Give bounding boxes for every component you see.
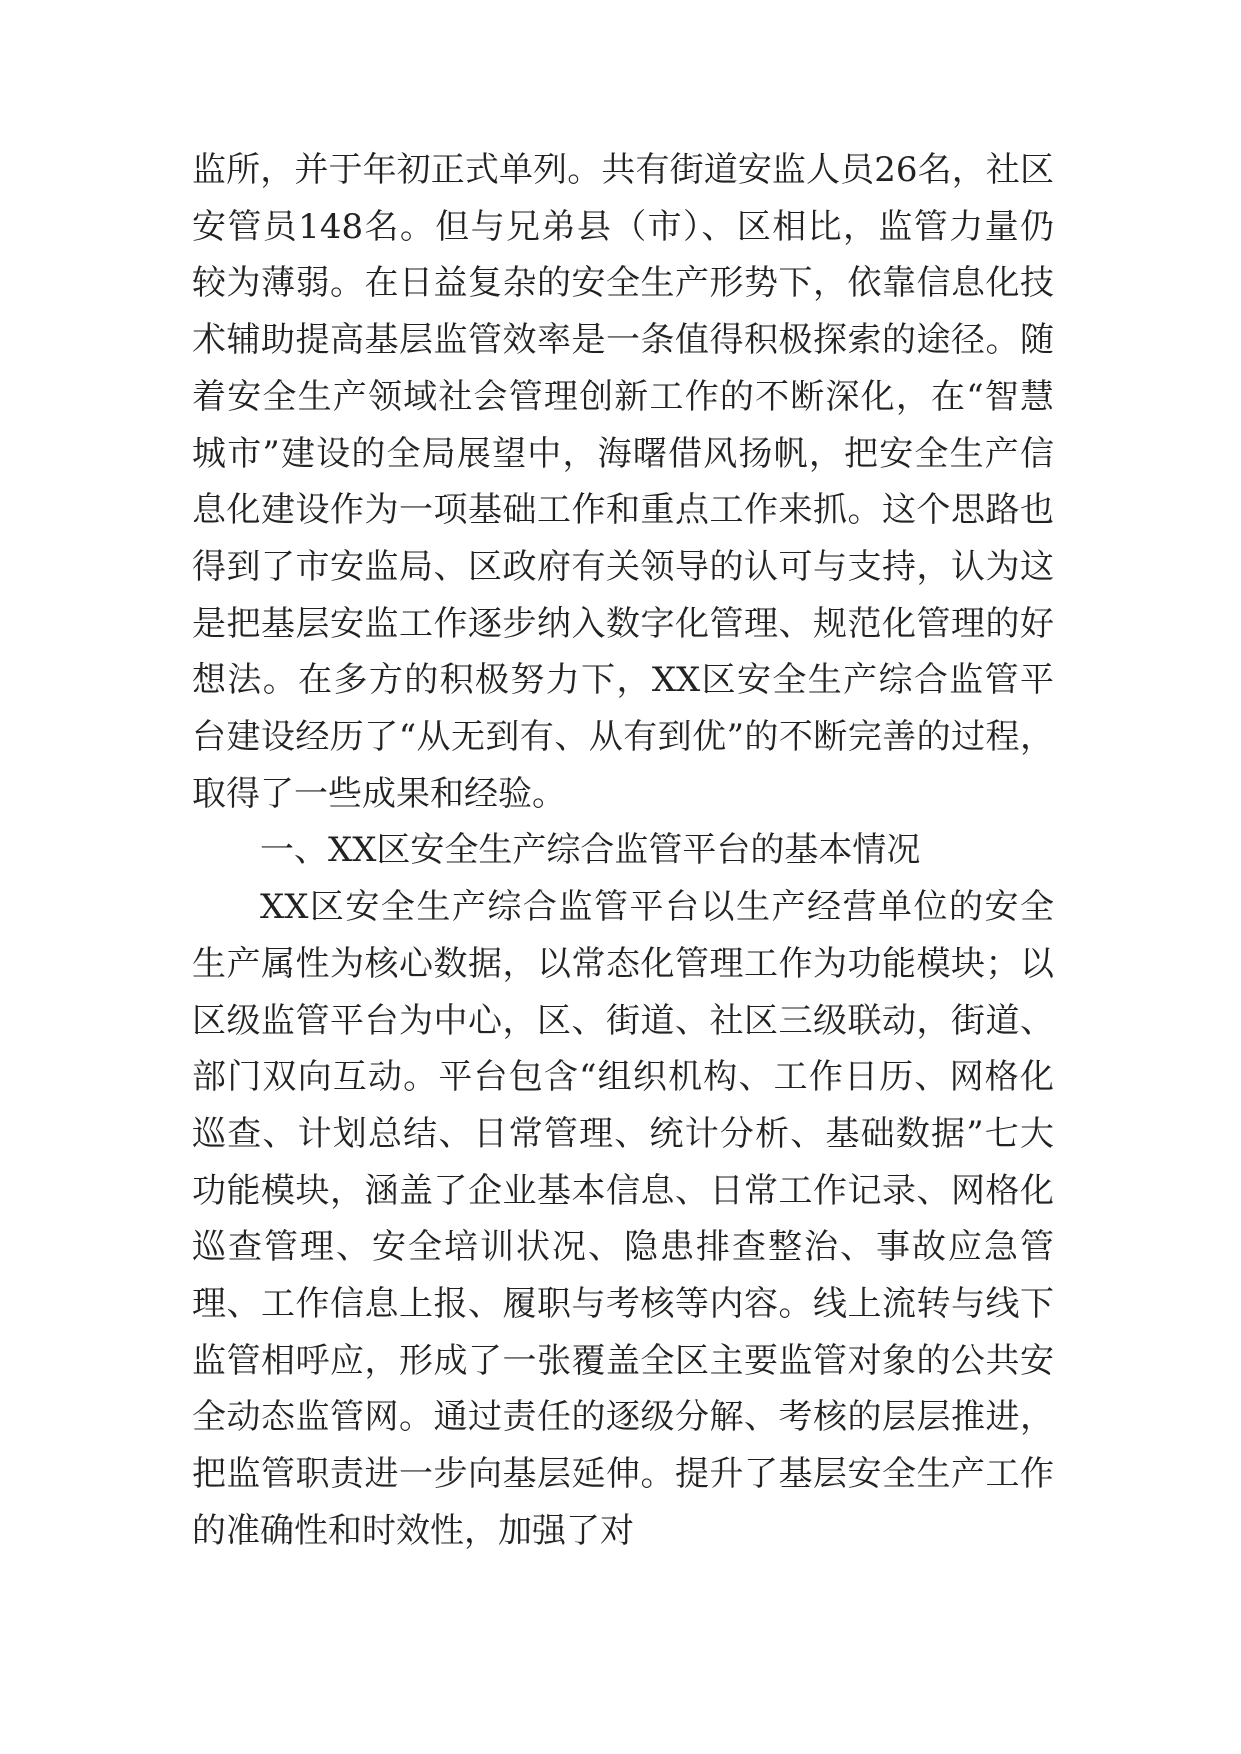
- paragraph-platform-overview: XX区安全生产综合监管平台以生产经营单位的安全生产属性为核心数据，以常态化管理工作为功能模块；以区级监管平台为中心，区、街道、社区三级联动，街道、部门双向互动。平台包含“组织机构、工作日历、网格化巡查、计划总结、日常管理、统计分析、基础数据”七大功能模块，涵盖了企业基本信息、日常工作记录、网格化巡查管理、安全培训状况、隐患排查整治、事故应急管理、工作信息上报、履职与考核等内容。线上流转与线下监管相呼应，形成了一张覆盖全区主要监管对象的公共安全动态监管网。通过责任的逐级分解、考核的层层推进，把监管职责进一步向基层延伸。提升了基层安全生产工作的准确性和时效性，加强了对: [192, 887, 1054, 1551]
- document-body: [192, 142, 1054, 1560]
- paragraph-continuation: 监所，并于年初正式单列。共有街道安监人员26名，社区安管员148名。但与兄弟县（市）、区相比，监管力量仍较为薄弱。在日益复杂的安全生产形势下，依靠信息化技术辅助提高基层监管效率是一条值得积极探索的途径。随着安全生产领域社会管理创新工作的不断深化，在“智慧城市”建设的全局展望中，海曙借风扬帆，把安全生产信息化建设作为一项基础工作和重点工作来抓。这个思路也得到了市安监局、区政府有关领导的认可与支持，认为这是把基层安监工作逐步纳入数字化管理、规范化管理的好想法。在多方的积极努力下，XX区安全生产综合监管平台建设经历了“从无到有、从有到优”的不断完善的过程，取得了一些成果和经验。: [192, 150, 1054, 814]
- section-heading: 一、XX区安全生产综合监管平台的基本情况: [260, 830, 921, 871]
